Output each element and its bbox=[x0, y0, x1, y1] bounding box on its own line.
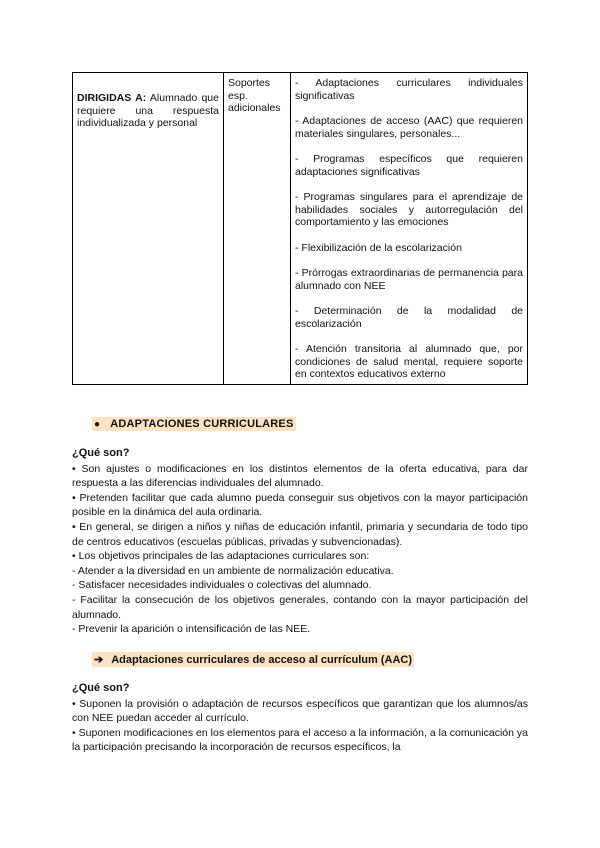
measure-item: - Programas específicos que requieren adaptaciones significativas bbox=[295, 153, 523, 178]
subsection-heading-aac bbox=[92, 652, 414, 667]
subsection-title: Adaptaciones curriculares de acceso al currículum (AAC) bbox=[111, 654, 412, 666]
question-heading: ¿Qué son? bbox=[72, 682, 130, 694]
subsection-body-aac bbox=[72, 681, 528, 755]
section-heading-adaptaciones bbox=[92, 417, 296, 431]
table-row bbox=[73, 73, 528, 385]
measure-item: - Atención transitoria al alumnado que, por condiciones de salud mental, requiere soporte en contextos educativos externo bbox=[295, 343, 523, 380]
paragraph: • Los objetivos principales de las adaptaciones curriculares son: bbox=[72, 550, 370, 563]
paragraph: • En general, se dirigen a niños y niñas de educación infantil, primaria y secundaria de todo tipo de centros educativos (escuelas públicas, privadas y subvencionadas). bbox=[72, 520, 528, 548]
measure-item: - Determinación de la modalidad de escolarización bbox=[295, 305, 523, 330]
measure-item: - Adaptaciones de acceso (AAC) que requieren materiales singulares, personales... bbox=[295, 115, 523, 140]
support-type-cell: Soportes esp. adicionales bbox=[224, 73, 291, 385]
paragraph: - Satisfacer necesidades individuales o colectivas del alumnado. bbox=[72, 579, 372, 592]
bullet-icon: ● bbox=[94, 419, 101, 430]
paragraph: • Pretenden facilitar que cada alumno pueda conseguir sus objetivos con la mayor participación posible en la dinámica del aula ordinaria. bbox=[72, 491, 528, 519]
paragraph: • Suponen la provisión o adaptación de recursos específicos que garantizan que los alumnos/as con NEE puedan acceder al currículo. bbox=[72, 697, 528, 725]
arrow-right-icon: ➔ bbox=[94, 654, 104, 666]
target-label: DIRIGIDAS A: bbox=[77, 92, 147, 104]
paragraph: • Suponen modificaciones en los elementos para el acceso a la información, a la comunicación ya la participación precisando la incorporación de recursos específicos, la bbox=[72, 726, 528, 754]
section-body-adaptaciones bbox=[72, 446, 528, 637]
measures-table bbox=[72, 72, 528, 385]
measure-item: - Adaptaciones curriculares individuales significativas bbox=[295, 77, 523, 102]
paragraph: - Atender a la diversidad en un ambiente de normalización educativa. bbox=[72, 564, 394, 577]
paragraph: - Prevenir la aparición o intensificación de las NEE. bbox=[72, 623, 311, 636]
section-title: ADAPTACIONES CURRICULARES bbox=[110, 418, 294, 430]
measure-item: - Programas singulares para el aprendizaje de habilidades sociales y autorregulación del comportamiento y las emociones bbox=[295, 191, 523, 228]
target-cell bbox=[73, 73, 224, 385]
target-text: Alumnado que requiere una respuesta individualizada y personal bbox=[77, 92, 219, 129]
measure-item: - Flexibilización de la escolarización bbox=[295, 241, 462, 254]
measures-cell bbox=[291, 73, 528, 385]
measure-item: - Prórrogas extraordinarias de permanencia para alumnado con NEE bbox=[295, 267, 523, 292]
paragraph: • Son ajustes o modificaciones en los distintos elementos de la oferta educativa, para dar respuesta a las diferencias individuales del alumnado. bbox=[72, 462, 528, 490]
paragraph: - Facilitar la consecución de los objetivos generales, contando con la mayor participación del alumnado. bbox=[72, 593, 528, 621]
question-heading: ¿Qué son? bbox=[72, 447, 130, 459]
